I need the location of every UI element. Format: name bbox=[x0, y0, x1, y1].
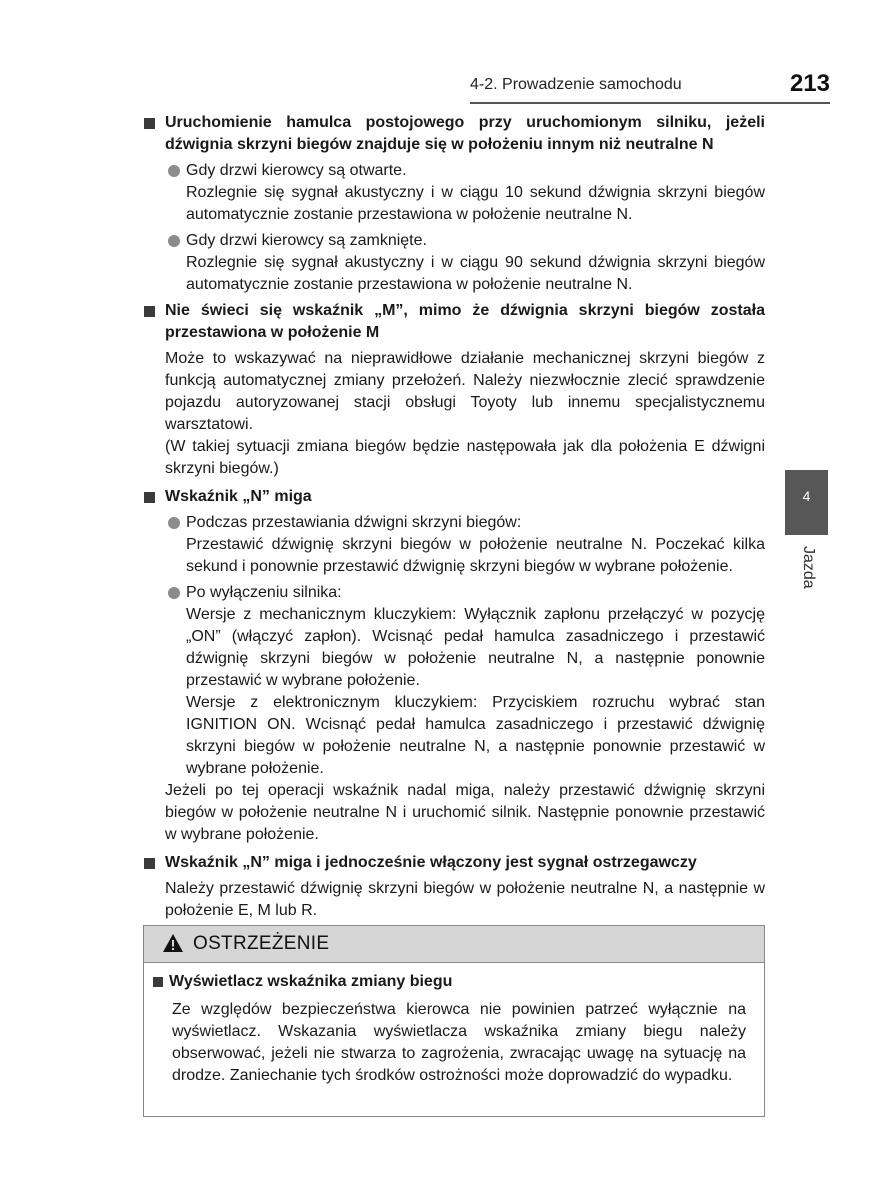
list-item-text: Rozlegnie się sygnał akustyczny i w ciągu 90 sekund dźwignia skrzyni biegów automatycznie zostanie przestawiona w położenie neutralne N. bbox=[186, 254, 765, 293]
warning-triangle-icon bbox=[162, 933, 184, 953]
header-divider bbox=[470, 102, 830, 104]
chapter-label: Jazda bbox=[800, 546, 817, 589]
chapter-number: 4 bbox=[802, 488, 811, 504]
warning-title: OSTRZEŻENIE bbox=[193, 933, 330, 954]
section-heading-text: Nie świeci się wskaźnik „M”, mimo że dźwignia skrzyni biegów została przestawiona w położenie M bbox=[165, 302, 765, 341]
list-item-title: Gdy drzwi kierowcy są zamknięte. bbox=[186, 232, 427, 249]
list-item-text: Przestawić dźwignię skrzyni biegów w położenie neutralne N. Poczekać kilka sekund i ponownie przestawić dźwignię skrzyni biegów w wybrane położenie. bbox=[186, 536, 765, 575]
square-bullet-icon bbox=[144, 858, 155, 869]
list-item-title: Gdy drzwi kierowcy są otwarte. bbox=[186, 162, 407, 179]
list-item bbox=[143, 512, 765, 578]
paragraph: Jeżeli po tej operacji wskaźnik nadal miga, należy przestawić dźwignię skrzyni biegów w położenie neutralne N i uruchomić silnik. Następnie ponownie przestawić w wybrane położenie. bbox=[165, 782, 765, 843]
list-item bbox=[143, 230, 765, 296]
list-item-title: Po wyłączeniu silnika: bbox=[186, 584, 342, 601]
section-heading bbox=[143, 486, 765, 508]
list-item-title: Podczas przestawiania dźwigni skrzyni biegów: bbox=[186, 514, 522, 531]
list-item-text: Rozlegnie się sygnał akustyczny i w ciągu 10 sekund dźwignia skrzyni biegów automatycznie zostanie przestawiona w położenie neutralne N. bbox=[186, 184, 765, 223]
section-title: 4-2. Prowadzenie samochodu bbox=[470, 76, 682, 93]
paragraph: Może to wskazywać na nieprawidłowe działanie mechanicznej skrzyni biegów z funkcją automatycznej zmiany przełożeń. Należy niezwłocznie zlecić sprawdzenie pojazdu autoryzowanej stacji obsługi Toyoty lub innemu specjalistycznemu warsztatowi. bbox=[165, 350, 765, 433]
paragraph: (W takiej sytuacji zmiana biegów będzie następowała jak dla położenia E dźwigni skrzyni biegów.) bbox=[165, 438, 765, 477]
circle-bullet-icon bbox=[168, 165, 180, 177]
paragraph: Należy przestawić dźwignię skrzyni biegów w położenie neutralne N, a następnie w położenie E, M lub R. bbox=[165, 880, 765, 919]
list-item-text: Wersje z elektronicznym kluczykiem: Przyciskiem rozruchu wybrać stan IGNITION ON. Wcisnąć pedał hamulca zasadniczego i przestawić dźwignię skrzyni biegów w położenie neutralne N, a następnie ponownie przestawić w wybrane położenie. bbox=[186, 694, 765, 777]
section-heading-text: Wskaźnik „N” miga i jednocześnie włączony jest sygnał ostrzegawczy bbox=[165, 854, 697, 871]
page-header bbox=[470, 72, 830, 102]
main-content bbox=[143, 112, 765, 928]
warning-subheading-text: Wyświetlacz wskaźnika zmiany biegu bbox=[169, 973, 453, 990]
list-item bbox=[143, 160, 765, 226]
square-bullet-icon bbox=[144, 306, 155, 317]
section-heading bbox=[143, 300, 765, 344]
square-bullet-icon bbox=[144, 492, 155, 503]
warning-text: Ze względów bezpieczeństwa kierowca nie powinien patrzeć wyłącznie na wyświetlacz. Wskazania wyświetlacza wskaźnika zmiany biegu należy obserwować, jeżeli nie stwarza to zagrożenia, zwracając uwagę na sytuację na drodze. Zaniechanie tych środków ostrożności może doprowadzić do wypadku. bbox=[172, 1001, 746, 1084]
circle-bullet-icon bbox=[168, 587, 180, 599]
square-bullet-icon bbox=[153, 977, 163, 987]
section-heading bbox=[143, 112, 765, 156]
warning-header bbox=[144, 926, 764, 963]
page-number: 213 bbox=[789, 70, 830, 97]
warning-subheading bbox=[152, 971, 746, 993]
square-bullet-icon bbox=[144, 118, 155, 129]
warning-box bbox=[143, 925, 765, 1117]
warning-body bbox=[144, 963, 764, 1087]
section-heading-text: Uruchomienie hamulca postojowego przy uruchomionym silniku, jeżeli dźwignia skrzyni biegów znajduje się w położeniu innym niż neutralne N bbox=[165, 114, 765, 153]
circle-bullet-icon bbox=[168, 517, 180, 529]
chapter-label-wrap bbox=[787, 540, 827, 600]
circle-bullet-icon bbox=[168, 235, 180, 247]
list-item bbox=[143, 582, 765, 780]
chapter-tab bbox=[785, 470, 828, 535]
section-heading bbox=[143, 852, 765, 874]
list-item-text: Wersje z mechanicznym kluczykiem: Wyłącznik zapłonu przełączyć w pozycję „ON” (włączyć zapłon). Wcisnąć pedał hamulca zasadniczego i przestawić dźwignię skrzyni biegów w położenie neutralne N, a następnie ponownie przestawić w wybrane położenie. bbox=[186, 606, 765, 689]
section-heading-text: Wskaźnik „N” miga bbox=[165, 488, 312, 505]
